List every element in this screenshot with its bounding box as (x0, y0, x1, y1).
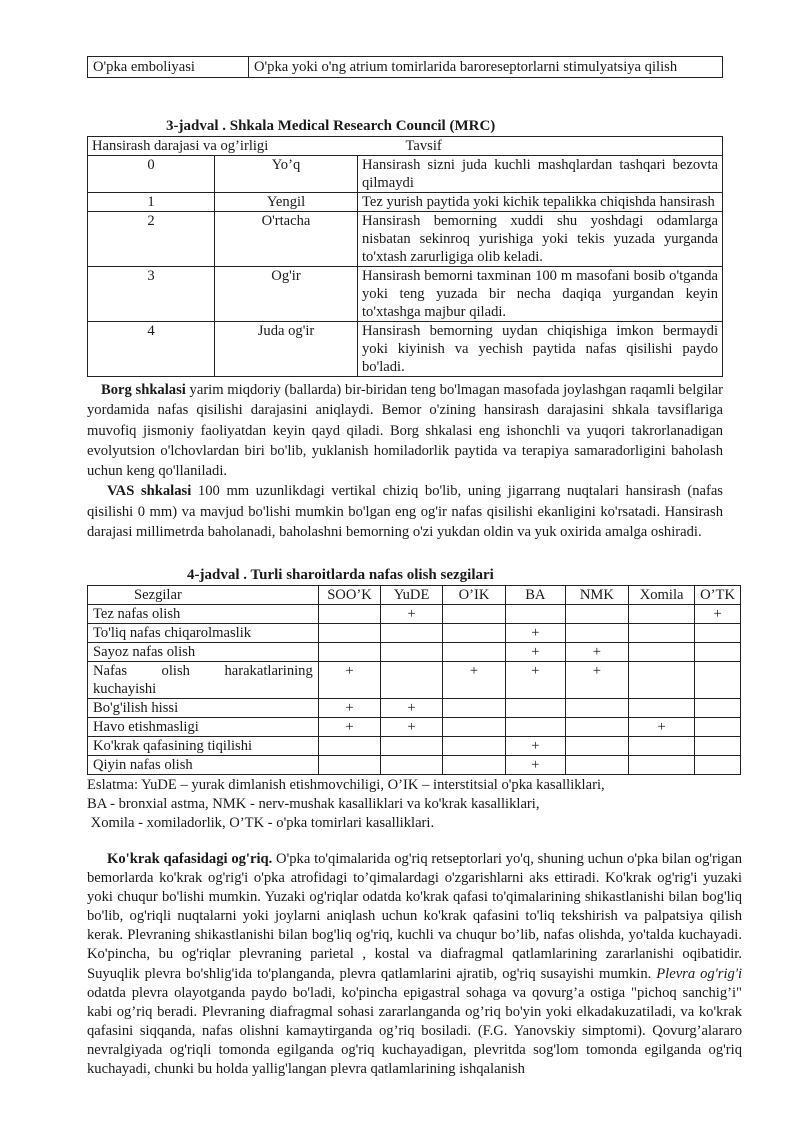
column-header: BA (506, 586, 566, 605)
mark-cell (629, 605, 695, 624)
mark-cell: + (629, 718, 695, 737)
table-header-row (88, 137, 723, 156)
mark-cell (318, 737, 380, 756)
table-row (88, 718, 741, 737)
breathing-sensations-table (87, 585, 741, 775)
mark-cell: + (318, 699, 380, 718)
chest-pain-section (87, 850, 742, 1079)
mark-cell: + (381, 718, 443, 737)
grade-name-cell: O'rtacha (215, 212, 358, 267)
mark-cell (695, 756, 741, 775)
mark-cell: + (381, 699, 443, 718)
grade-cell: 2 (88, 212, 215, 267)
scales-section (87, 380, 723, 542)
mark-cell: + (506, 756, 566, 775)
mark-cell (629, 699, 695, 718)
mark-cell (442, 756, 505, 775)
header-description: Tavsif (358, 137, 723, 156)
grade-name-cell: Juda og'ir (215, 322, 358, 377)
grade-cell: 0 (88, 156, 215, 193)
table-row (88, 624, 741, 643)
borg-text: yarim miqdoriy (ballarda) bir-biridan teng bo'lmagan masofada joylashgan raqamli belgilar yordamida nafas qisilishi darajasini aniqlaydi. Bemor o'zining hansirash darajasini shkala tavsiflariga muvofiq jismoniy faoliyatdan keyin qayd qiladi. Borg shkalasi eng ishonchli va yuqori takrorlanadigan evolyutsion o'lchovlardan biri bo'lib, yuklanish homiladorlik paytida va terapiya samaradorligini baholash uchun keng qo'llaniladi. (87, 382, 723, 480)
mark-cell (565, 737, 628, 756)
vas-term: VAS shkalasi (107, 483, 192, 500)
description-cell: Hansirash sizni juda kuchli mashqlardan tashqari bezovta qilmaydi (358, 156, 723, 193)
table4-caption: 4-jadval . Turli sharoitlarda nafas olish sezgilari (187, 567, 494, 583)
mark-cell: + (381, 605, 443, 624)
mark-cell (442, 605, 505, 624)
column-header: NMK (565, 586, 628, 605)
table-row (88, 212, 723, 267)
column-header: Sezgilar (88, 586, 319, 605)
note-line: Xomila - xomiladorlik, O’TK - o'pka tomirlari kasalliklari. (87, 815, 435, 831)
sensation-label: Qiyin nafas olish (88, 756, 319, 775)
sensation-label: Ko'krak qafasining tiqilishi (88, 737, 319, 756)
table-row (88, 57, 723, 78)
table-header-row (88, 586, 741, 605)
grade-name-cell: Yengil (215, 193, 358, 212)
mark-cell (506, 718, 566, 737)
mark-cell (381, 756, 443, 775)
mark-cell (381, 662, 443, 699)
header-grade: Hansirash darajasi va og’irligi (88, 137, 358, 156)
mark-cell (565, 718, 628, 737)
table-row (88, 267, 723, 322)
mark-cell: + (695, 605, 741, 624)
mark-cell (318, 605, 380, 624)
grade-name-cell: Yo’q (215, 156, 358, 193)
mark-cell (565, 624, 628, 643)
table-row (88, 322, 723, 377)
grade-cell: 4 (88, 322, 215, 377)
mark-cell: + (442, 662, 505, 699)
table-row (88, 193, 723, 212)
table-row (88, 662, 741, 699)
mechanism-cell: O'pka yoki o'ng atrium tomirlarida baroreseptorlarni stimulyatsiya qilish (249, 57, 723, 78)
table-row (88, 737, 741, 756)
mark-cell (565, 605, 628, 624)
sensation-label: Tez nafas olish (88, 605, 319, 624)
mark-cell (629, 737, 695, 756)
sensation-label: Sayoz nafas olish (88, 643, 319, 662)
mark-cell (695, 624, 741, 643)
table3-caption: 3-jadval . Shkala Medical Research Council (MRC) (166, 118, 496, 134)
column-header: O’IK (442, 586, 505, 605)
chest-text-continued: odatda plevra olayotganda paydo bo'ladi, ko'pincha epigastral sohaga va qovurg’a ostiga "pichoq sanchig’i" kabi og’riq beradi. Plevraning diafragmal sohasi zararlanganda og’riq bo'yin yoki elkadakuzatiladi, va ko'krak qafasini siqqanda, nafas olishni kamaytirganda og’riq bosiladi. (F.G. Yanovskiy simptomi). Qovurg’alararo nevralgiyada og'riqli tomonda egilganda og'riq kuchayadigan, plevritda sog'lom tomonda egilganda og'riq kuchayadi, chunki bu holda yallig'langan plevra qatlamlarining ishqalanish (87, 984, 742, 1078)
grade-cell: 3 (88, 267, 215, 322)
mark-cell (506, 605, 566, 624)
mark-cell (318, 643, 380, 662)
mark-cell: + (506, 643, 566, 662)
chest-text: O'pka to'qimalarida og'riq retseptorlari yo'q, shuning uchun o'pka bilan og'rigan bemorlarda ko'krak og'rig'i o'pka atrofidagi to’qimalardagi o'zgarishlarni aks ettiradi. Ko'krak og'rig'i yuzaki yoki chuqur bo'lishi mumkin. Yuzaki og'riqlar odatda ko'krak qafasi to'qimalarining shikastlanishi bilan bog'liq bo'lib, og'riqli nuqtalarni yoki joylarni aniqlash uchun ko'krak qafasini to'liq tekshirish va palpatsiya qilish kerak. Plevraning shikastlanishi bilan bog'liq og'riq, kuchli va chuqur bo’lib, nafas olishda, yo'talda kuchayadi. Ko'pincha, bu og'riqlar plevraning parietal , kostal va diafragmal qatlamlarining zararlanishi oqibatidir. Suyuqlik plevra bo'shlig'ida to'planganda, plevra qatlamlarini ajratib, og'riq susayishi mumkin. (87, 851, 743, 982)
causes-table-fragment (87, 56, 723, 78)
grade-name-cell: Og'ir (215, 267, 358, 322)
mark-cell: + (506, 737, 566, 756)
description-cell: Hansirash bemorni taxminan 100 m masofani bosib o'tganda yoki teng yuzada bir necha daqiqa yurgandan keyin to'xtashga majbur qiladi. (358, 267, 723, 322)
sensation-label: Nafas olish harakatlarining kuchayishi (88, 662, 319, 699)
mark-cell: + (506, 662, 566, 699)
mark-cell (506, 699, 566, 718)
mark-cell (629, 624, 695, 643)
table-row (88, 605, 741, 624)
borg-paragraph (87, 380, 723, 481)
note-line: BA - bronxial astma, NMK - nerv-mushak kasalliklari va ko'krak kasalliklari, (87, 796, 540, 812)
mark-cell (629, 756, 695, 775)
sensation-label: Bo'g'ilish hissi (88, 699, 319, 718)
mark-cell (442, 624, 505, 643)
chest-paragraph (87, 850, 742, 1079)
mark-cell: + (318, 662, 380, 699)
mark-cell (629, 662, 695, 699)
mark-cell (442, 699, 505, 718)
description-cell: Hansirash bemorning xuddi shu yoshdagi odamlarga nisbatan sekinroq yurishiga yoki tekis yuzada yurganda to'xtash zarurligiga olib keladi. (358, 212, 723, 267)
mark-cell (565, 699, 628, 718)
mark-cell (695, 699, 741, 718)
mark-cell (442, 718, 505, 737)
table-row (88, 756, 741, 775)
mark-cell: + (506, 624, 566, 643)
mark-cell (318, 756, 380, 775)
table-row (88, 699, 741, 718)
column-header: O’TK (695, 586, 741, 605)
vas-text: 100 mm uzunlikdagi vertikal chiziq bo'lib, uning jigarrang nuqtalari hansirash (nafas qisilishi 0 mm) va mavjud bo'lishi mumkin bo'lgan eng og'ir nafas qisilishi ekanligini ko'rsatadi. Hansirash darajasi millimetrda baholanadi, baholashni bemorning o'zi yukdan oldin va yuk oxirida amalga oshiradi. (87, 483, 723, 541)
mark-cell: + (318, 718, 380, 737)
mark-cell (381, 737, 443, 756)
mark-cell (695, 718, 741, 737)
mark-cell (318, 624, 380, 643)
mark-cell: + (565, 643, 628, 662)
mrc-scale-table (87, 136, 723, 377)
table-row (88, 643, 741, 662)
column-header: YuDE (381, 586, 443, 605)
grade-cell: 1 (88, 193, 215, 212)
chest-term: Ko'krak qafasidagi og'riq. (107, 851, 273, 867)
sensation-label: Havo etishmasligi (88, 718, 319, 737)
mark-cell (565, 756, 628, 775)
mark-cell (442, 737, 505, 756)
pleura-pain-term: Plevra og'rig'i (656, 965, 742, 982)
note-line: Eslatma: YuDE – yurak dimlanish etishmovchiligi, O’IK – interstitsial o'pka kasalliklari, (87, 777, 605, 793)
table-row (88, 156, 723, 193)
description-cell: Tez yurish paytida yoki kichik tepalikka chiqishda hansirash (358, 193, 723, 212)
mark-cell (695, 737, 741, 756)
column-header: SOO’K (318, 586, 380, 605)
mark-cell (629, 643, 695, 662)
borg-term: Borg shkalasi (101, 382, 186, 398)
vas-paragraph (87, 481, 723, 542)
mark-cell (695, 643, 741, 662)
table-note (87, 776, 747, 833)
mark-cell (381, 643, 443, 662)
mark-cell (695, 662, 741, 699)
table-body (88, 605, 741, 775)
column-header: Xomila (629, 586, 695, 605)
mark-cell (381, 624, 443, 643)
description-cell: Hansirash bemorning uydan chiqishiga imkon bermaydi yoki kiyinish va yechish paytida nafas qisilishi paydo bo'ladi. (358, 322, 723, 377)
mark-cell (442, 643, 505, 662)
mark-cell: + (565, 662, 628, 699)
sensation-label: To'liq nafas chiqarolmaslik (88, 624, 319, 643)
cause-cell: O'pka emboliyasi (88, 57, 249, 78)
